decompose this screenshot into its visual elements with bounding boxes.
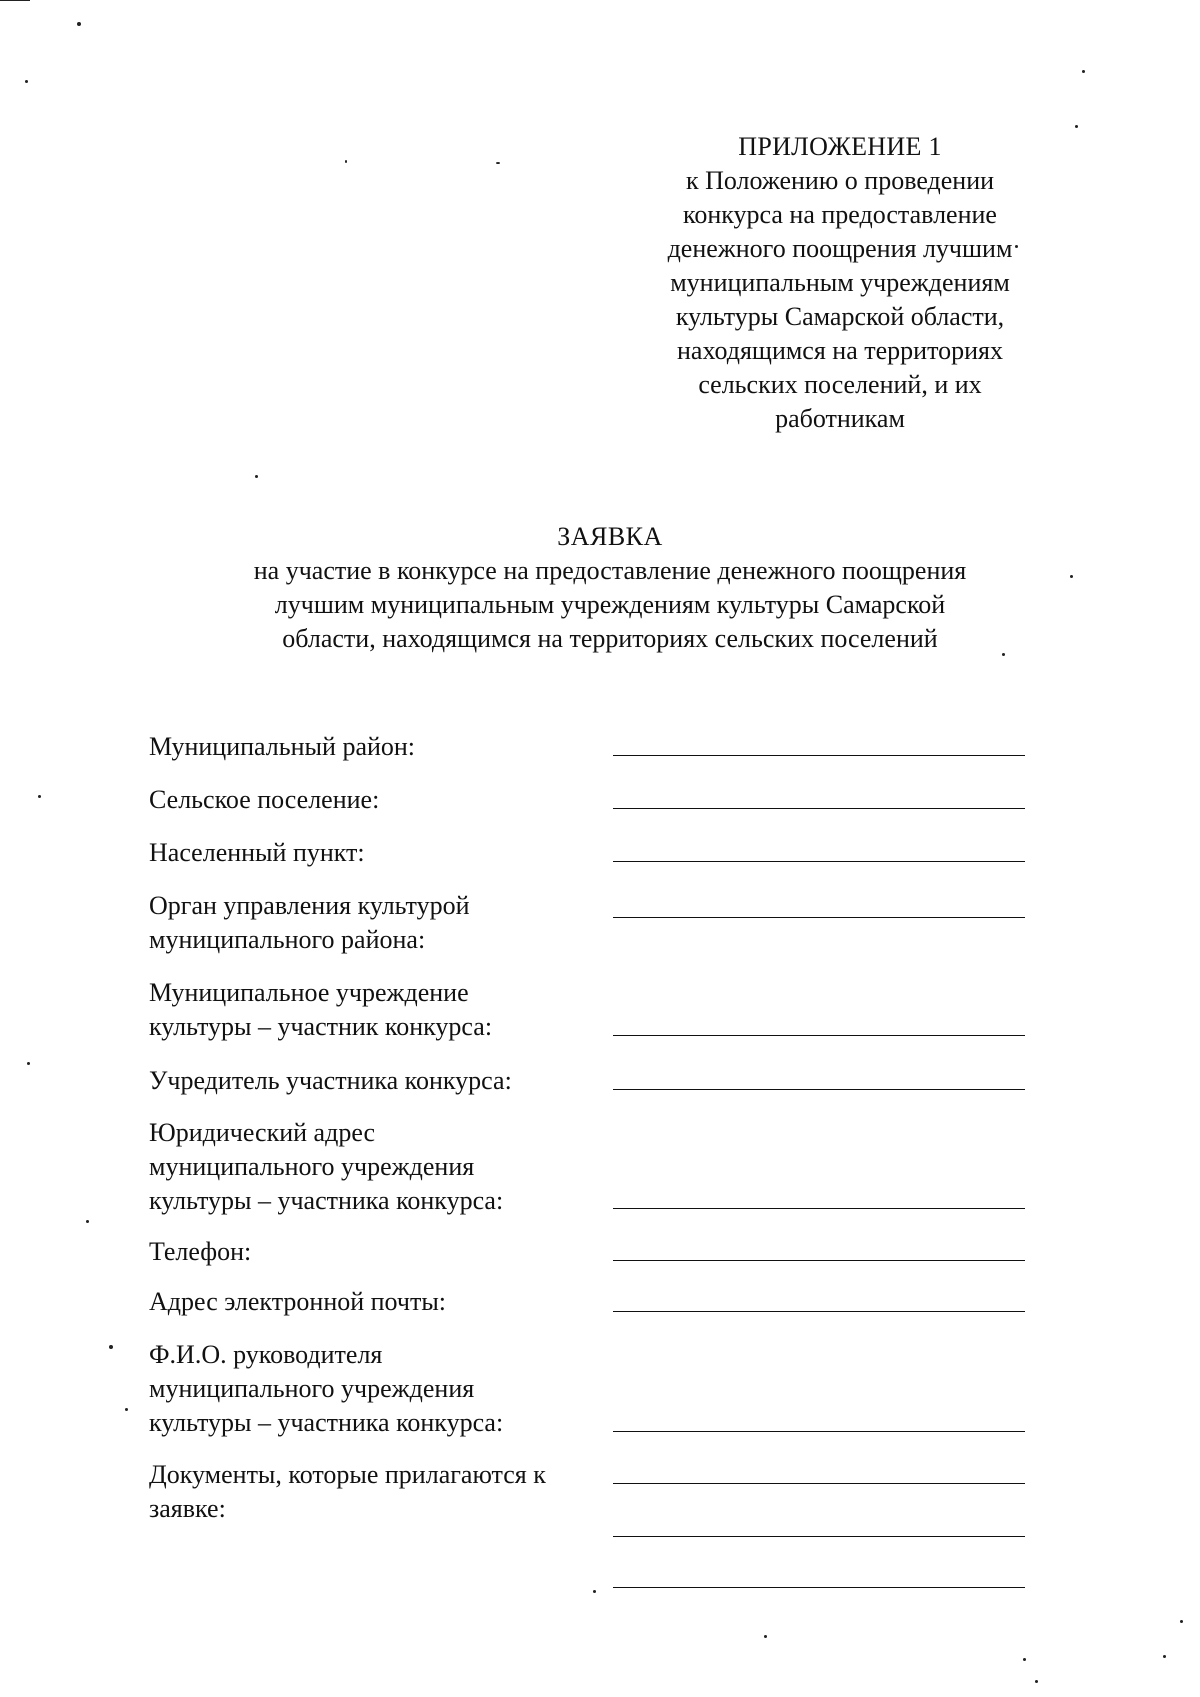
field-label <box>149 1338 609 1440</box>
field-label <box>149 836 609 870</box>
attached-documents-input[interactable] <box>613 1483 1025 1484</box>
scan-speck <box>1023 1658 1026 1661</box>
appendix-line: находящимся на территориях <box>677 336 1003 365</box>
field-label-line: заявке: <box>149 1494 226 1523</box>
application-heading <box>180 520 1040 656</box>
scan-speck <box>109 1345 113 1349</box>
appendix-title: ПРИЛОЖЕНИЕ 1 <box>738 132 942 161</box>
culture-institution-input[interactable] <box>613 1035 1025 1036</box>
appendix-line: культуры Самарской области, <box>675 302 1005 331</box>
field-label <box>149 730 609 764</box>
field-label-line: Орган управления культурой <box>149 891 470 920</box>
field-label-line: Юридический адрес <box>149 1118 376 1147</box>
scan-speck <box>1082 70 1085 73</box>
founder-input[interactable] <box>613 1089 1025 1090</box>
attached-documents-input-line-2[interactable] <box>613 1536 1025 1537</box>
field-label-line: Сельское поселение: <box>149 785 380 814</box>
scan-speck <box>27 1062 30 1065</box>
application-title: ЗАЯВКА <box>557 522 663 551</box>
scan-speck <box>496 162 500 164</box>
email-input[interactable] <box>613 1311 1025 1312</box>
scan-speck <box>25 80 28 83</box>
municipal-district-input[interactable] <box>613 755 1025 756</box>
field-label <box>149 783 609 817</box>
field-label-line: Муниципальное учреждение <box>149 978 469 1007</box>
locality-input[interactable] <box>613 861 1025 862</box>
field-label-line: Муниципальный район: <box>149 732 416 761</box>
field-label <box>149 889 609 957</box>
scan-speck <box>255 475 258 478</box>
scan-speck <box>1180 1620 1183 1623</box>
appendix-line: к Положению о проведении <box>685 166 995 195</box>
scan-speck <box>1163 1655 1166 1658</box>
appendix-line: работникам <box>775 404 905 433</box>
field-label <box>149 1064 609 1098</box>
field-label <box>149 1458 609 1526</box>
scan-speck <box>38 795 41 798</box>
field-label-line: Учредитель участника конкурса: <box>149 1066 512 1095</box>
field-label <box>149 1235 609 1269</box>
culture-authority-input[interactable] <box>613 917 1025 918</box>
appendix-header <box>620 130 1060 436</box>
rural-settlement-input[interactable] <box>613 808 1025 809</box>
field-label <box>149 976 609 1044</box>
scan-speck <box>1035 1680 1038 1683</box>
scan-speck <box>593 1590 596 1593</box>
field-label-line: муниципального района: <box>149 925 426 954</box>
director-name-input[interactable] <box>613 1431 1025 1432</box>
phone-input[interactable] <box>613 1260 1025 1261</box>
field-label-line: культуры – участника конкурса: <box>149 1408 504 1437</box>
application-subtitle-line: области, находящимся на территориях сельских поселений <box>282 624 938 653</box>
scan-speck <box>86 1220 89 1223</box>
field-label-line: Документы, которые прилагаются к <box>149 1460 546 1489</box>
attached-documents-input-line-3[interactable] <box>613 1587 1025 1588</box>
field-label-line: муниципального учреждения <box>149 1374 475 1403</box>
scan-speck <box>1070 575 1073 578</box>
appendix-line: сельских поселений, и их <box>698 370 982 399</box>
application-subtitle-line: на участие в конкурсе на предоставление денежного поощрения <box>253 556 967 585</box>
scan-speck <box>77 22 81 26</box>
field-label-line: Адрес электронной почты: <box>149 1287 447 1316</box>
field-label <box>149 1285 609 1319</box>
scan-speck <box>125 1408 128 1411</box>
scan-speck <box>764 1635 767 1638</box>
field-label-line: Населенный пункт: <box>149 838 365 867</box>
field-label <box>149 1116 609 1218</box>
application-subtitle-line: лучшим муниципальным учреждениям культуры Самарской <box>274 590 946 619</box>
appendix-line: муниципальным учреждениям <box>670 268 1010 297</box>
field-label-line: Ф.И.О. руководителя <box>149 1340 383 1369</box>
appendix-line: конкурса на предоставление <box>683 200 997 229</box>
scan-speck <box>1075 125 1078 128</box>
field-label-line: культуры – участника конкурса: <box>149 1186 504 1215</box>
appendix-line: денежного поощрения лучшим <box>667 234 1013 263</box>
field-label-line: Телефон: <box>149 1237 252 1266</box>
scan-corner-mark <box>0 0 30 5</box>
field-label-line: муниципального учреждения <box>149 1152 475 1181</box>
field-label-line: культуры – участник конкурса: <box>149 1012 493 1041</box>
scan-speck <box>345 160 347 163</box>
legal-address-input[interactable] <box>613 1208 1025 1209</box>
